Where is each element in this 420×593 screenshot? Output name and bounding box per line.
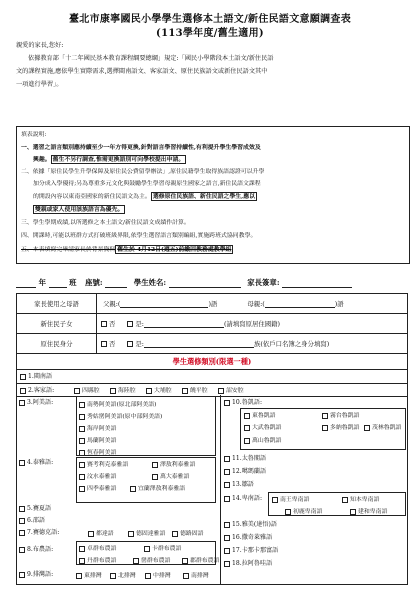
greeting: 親愛的家長,您好: — [16, 42, 64, 49]
rukai-option-label: 茂林魯凱語 — [372, 425, 402, 431]
category-title-row — [17, 354, 407, 370]
bunun-option-checkbox[interactable] — [79, 558, 85, 564]
puyuma-option-label: 初鹿卑南語 — [293, 509, 323, 515]
column-divider — [220, 395, 221, 585]
checkbox-paiwan[interactable] — [19, 572, 25, 578]
seediq-option-checkbox[interactable] — [172, 531, 178, 537]
page-subtitle: (113學年度/舊生適用) — [156, 28, 264, 39]
amis-option-label: 南勢阿美語(原北部阿美語) — [87, 402, 157, 408]
note-1b: 興趣。 舊生不另行調查,惟需更換語別可向學校提出申請。 — [33, 156, 185, 163]
amis-option-3 — [79, 423, 116, 432]
seediq-option-label: 都達語 — [96, 531, 114, 537]
hakka-option-3 — [146, 385, 172, 394]
hakka-option-label: 詔安腔 — [226, 388, 244, 394]
atayal-option-checkbox[interactable] — [152, 474, 158, 480]
puyuma-option-1 — [272, 494, 309, 503]
seediq-option-3 — [172, 528, 204, 537]
bunun-option-1 — [79, 543, 116, 552]
aboriginal-row: 原住民身分 否 是: 族(依戶口名簿之身分填寫) — [17, 334, 407, 354]
atayal-option-6 — [130, 483, 185, 492]
amis-option-label: 秀姑巒阿美語(原中部阿美語) — [87, 414, 163, 420]
atayal-option-2 — [152, 459, 195, 468]
atayal-option-label: 宜蘭澤敖利泰雅語 — [138, 486, 186, 492]
seediq-option-label: 德固達雅語 — [136, 531, 166, 537]
checkbox-bunun[interactable] — [19, 547, 25, 553]
checkbox-puyuma[interactable] — [224, 496, 230, 502]
atayal-option-label: 澤敖利泰雅語 — [160, 462, 196, 468]
atayal-option-checkbox[interactable] — [79, 474, 85, 480]
puyuma-option-checkbox[interactable] — [350, 509, 356, 515]
paiwan-option-label: 北排灣 — [118, 573, 136, 579]
seediq-option-2 — [128, 528, 165, 537]
checkbox-atayal[interactable] — [19, 460, 25, 466]
amis-option-1 — [79, 399, 156, 408]
paiwan-option-checkbox[interactable] — [76, 573, 82, 579]
paiwan-option-checkbox[interactable] — [110, 573, 116, 579]
note-2e: 雙親或家人使用該族語言為優先。 — [35, 206, 124, 213]
bunun-option-label: 郡群布農語 — [190, 558, 220, 564]
letter-line-1: 依據教育部「十二年國民基本教育課程綱要總綱」規定:「國民小學階段本土語文/新住民語 — [28, 55, 274, 62]
new-resident-yes-checkbox[interactable] — [127, 321, 133, 327]
amis-option-label: 海岸阿美語 — [87, 426, 117, 432]
rukai-option-checkbox[interactable] — [322, 413, 328, 419]
hakka-option-label: 海陸腔 — [118, 388, 136, 394]
checkbox-minnan[interactable] — [20, 374, 26, 380]
paiwan-option-3 — [145, 570, 171, 579]
rukai-option-label: 大武魯凱語 — [252, 425, 282, 431]
puyuma-option-checkbox[interactable] — [285, 509, 291, 515]
aboriginal-yes-checkbox[interactable] — [127, 341, 133, 347]
rukai-option-label: 多納魯凱語 — [330, 425, 360, 431]
hakka-option-checkbox[interactable] — [182, 388, 188, 394]
signature-line: 年 班 座號: 學生姓名: 家長簽章: — [16, 277, 408, 288]
hakka-option-checkbox[interactable] — [218, 388, 224, 394]
bunun-option-checkbox[interactable] — [144, 546, 150, 552]
hakka-option-label: 饒平腔 — [190, 388, 208, 394]
atayal-option-4 — [152, 471, 189, 480]
note-2c: 的開設內容以東南亞國家的新住民語文為主。 選修原住民族語、新住民語之學生,應以 — [33, 193, 256, 200]
parent-signature-field[interactable] — [282, 279, 352, 288]
atayal-option-label: 賽考利克泰雅語 — [87, 462, 129, 468]
amis-option-checkbox[interactable] — [79, 426, 85, 432]
amis-option-4 — [79, 435, 116, 444]
paiwan-option-label: 南排灣 — [191, 573, 209, 579]
seediq-option-checkbox[interactable] — [88, 531, 94, 537]
paiwan-option-checkbox[interactable] — [145, 573, 151, 579]
checkbox-kavalan[interactable] — [224, 469, 230, 475]
checkbox-rukai[interactable] — [224, 400, 230, 406]
note-1-highlight: 舊生不另行調查,惟需更換語別可向學校提出申請。 — [52, 156, 185, 163]
amis-option-checkbox[interactable] — [79, 438, 85, 444]
bunun-option-label: 卡群布農語 — [152, 546, 182, 552]
seediq-option-1 — [88, 528, 114, 537]
student-name-field[interactable] — [169, 279, 241, 288]
hakka-option-2 — [110, 385, 136, 394]
puyuma-option-4 — [350, 506, 387, 515]
rukai-option-checkbox[interactable] — [322, 425, 328, 431]
atayal-option-checkbox[interactable] — [79, 486, 85, 492]
bunun-option-checkbox[interactable] — [133, 558, 139, 564]
seat-field[interactable] — [105, 279, 127, 288]
bunun-option-checkbox[interactable] — [182, 558, 188, 564]
note-4: 四、開課時,可能以班群方式打破班級界限,依學生選習語言類別編組,實施跨班式協同教學。 — [21, 233, 257, 239]
paiwan-option-2 — [110, 570, 136, 579]
checkbox-sakizaya[interactable] — [224, 535, 230, 541]
atayal-option-1 — [79, 459, 128, 468]
paiwan-option-4 — [183, 570, 209, 579]
atayal-option-label: 萬大泰雅語 — [160, 474, 190, 480]
checkbox-tsou[interactable] — [224, 482, 230, 488]
hakka-option-label: 四縣腔 — [82, 388, 100, 394]
letter-line-2: 文的課程實施,應依學生實際需求,選擇閩南語文、客家語文、原住民族語文或新住民語文其中 — [16, 68, 268, 75]
seediq-option-checkbox[interactable] — [128, 531, 134, 537]
paiwan-option-checkbox[interactable] — [183, 573, 189, 579]
letter-line-3: 一項進行學習」。 — [16, 81, 63, 88]
rukai-option-checkbox[interactable] — [244, 438, 250, 444]
puyuma-option-label: 建和卑南語 — [358, 509, 388, 515]
atayal-option-label: 汶水泰雅語 — [87, 474, 117, 480]
page-title: 臺北市康寧國民小學學生選修本土語文/新住民語文意願調查表 — [68, 14, 352, 25]
puyuma-option-label: 南王卑南語 — [280, 497, 310, 503]
bunun-option-label: 卓群布農語 — [87, 546, 117, 552]
rukai-option-1 — [244, 410, 276, 419]
hakka-option-label: 大埔腔 — [154, 388, 172, 394]
bunun-option-3 — [79, 555, 116, 564]
bunun-option-2 — [144, 543, 181, 552]
mother-language-field[interactable] — [265, 300, 335, 308]
aboriginal-no-checkbox[interactable] — [101, 341, 107, 347]
rukai-option-checkbox[interactable] — [244, 425, 250, 431]
bunun-option-5 — [182, 555, 219, 564]
rukai-option-label: 萬山魯凱語 — [252, 438, 282, 444]
nationality-field[interactable] — [144, 320, 224, 328]
home-language-row: 家長使用之母語 父親:( )語 母親:( )語 — [17, 294, 407, 314]
checkbox-saisiyat[interactable] — [19, 506, 25, 512]
bunun-option-label: 丹群布農語 — [87, 558, 117, 564]
rukai-option-checkbox[interactable] — [364, 425, 370, 431]
class-field[interactable] — [49, 279, 67, 288]
father-language-field[interactable] — [120, 300, 208, 308]
atayal-option-5 — [79, 483, 116, 492]
bunun-option-label: 巒群布農語 — [141, 558, 171, 564]
seediq-option-label: 德路固語 — [180, 531, 204, 537]
puyuma-option-label: 知本卑南語 — [350, 497, 380, 503]
amis-option-checkbox[interactable] — [79, 414, 85, 420]
puyuma-option-checkbox[interactable] — [342, 497, 348, 503]
amis-option-2 — [79, 411, 162, 420]
survey-page: 臺北市康寧國民小學學生選修本土語文/新住民語文意願調查表 (113學年度/舊生適用) 親愛的家長,您好: 依據教育部「十二年國民基本教育課程綱要總綱」規定:「國民小學階段本土語文/新住民語 文的課程實施,應依學生實際需求,選擇閩南語文、客家語文、原住民族語文或新住民語文其中 一項進行學習」。 填表說明: 一、選習之語言類別應持續至少一年方得更換,針對語言學習持續性,有利提升學生學習成效及 興趣。 舊生不另行調查,惟需更換語別可向學校提出申請。 二、依據「原住民學生升學保障及原住民公費留學辦法」,原住民籍學生取得族語認證可以升學 加分成入學優待;另為尊重多元文化與鼓勵學生學習母親原生國家之語言,新住民語文課程 的開設內容以東南亞國家的新住民語文為主。 選修原住民族語、新住民語之學生,應以 雙親或家人使用該族語言為優先。 三、學生學期成績,以所選修之本土語文/新住民語文成績作計算。 四、開課時,可能以班群方式打破班級界限,依學生選習語言類別編組,實施跨班式協同教學。 五、本表填寫完畢請家長於背景資料 舊生於 4月12日(週五)前繳回教務處教學組 年 班 座號: 學生姓名: 家長簽章: 家長使用之母語 父親:( )語 母親:( )語 新住民子女 否 是: (請填寫原居住國籍) 原住民身分 否 是: 族(依戶口名簿之身分填寫) 學生選修類別(限選一種) 1.閩南語 2.客家語: 3.阿美語: 4.泰雅語: 5.賽夏語 6.邵語 7.賽德克語: 8.布農語: 9.排灣語: 10.魯凱語: 11.太魯閣語 12.噶瑪蘭語 13.鄒語 14.卑南語: 15.雅美(達悟)語 16.撒奇萊雅語 17.卡那卡那富語 18.拉阿魯哇語 四縣腔 海陸腔 大埔腔 饒平腔 詔安腔 南勢阿美語(原北部阿美語) 秀姑巒阿美語(原中部阿美語) 海岸阿美語 馬蘭阿美語 恆春阿美語 賽考利克泰雅語 澤敖利泰雅語 汶水泰雅語 萬大泰雅語 四季泰雅語 宜蘭澤敖利泰雅語 都達語 德固達雅語 德路固語 卓群布農語 卡群布農語 丹群布農語 巒群布農語 郡群布農語 東排灣 北排灣 中排灣 南排灣 東魯凱語 霧台魯凱語 大武魯凱語 多納魯凱語 茂林魯凱語 萬山魯凱語 南王卑南語 知本卑南語 初鹿卑南語 建和卑南語 — [0, 0, 420, 593]
rukai-option-5 — [364, 422, 401, 431]
category-title: 學生選修類別(限選一種) — [172, 357, 252, 366]
row-hakka: 2.客家語: — [17, 384, 407, 397]
hakka-option-checkbox[interactable] — [146, 388, 152, 394]
checkbox-hakka[interactable] — [20, 388, 26, 394]
note-2b: 加分成入學優待;另為尊重多元文化與鼓勵學生學習母親原生國家之語言,新住民語文課程 — [33, 181, 261, 187]
new-resident-row: 新住民子女 否 是: (請填寫原居住國籍) — [17, 314, 407, 334]
atayal-option-3 — [79, 471, 116, 480]
rukai-option-3 — [244, 422, 281, 431]
rukai-option-label: 霧台魯凱語 — [330, 413, 360, 419]
rukai-option-checkbox[interactable] — [244, 413, 250, 419]
puyuma-option-2 — [342, 494, 379, 503]
checkbox-yami[interactable] — [224, 522, 230, 528]
note-1a: 一、選習之語言類別應持續至少一年方得更換,針對語言學習持續性,有利提升學生學習成效及 — [21, 144, 261, 151]
atayal-option-label: 四季泰雅語 — [87, 486, 117, 492]
rukai-option-6 — [244, 435, 281, 444]
paiwan-option-1 — [76, 570, 102, 579]
checkbox-kanakanavu[interactable] — [224, 548, 230, 554]
rukai-option-2 — [322, 410, 359, 419]
hakka-option-checkbox[interactable] — [74, 388, 80, 394]
instructions-heading: 填表說明: — [21, 132, 47, 138]
paiwan-option-label: 東排灣 — [84, 573, 102, 579]
note-2-highlight: 選修原住民族語、新住民語之學生,應以 — [152, 193, 256, 200]
year-field[interactable] — [16, 279, 36, 288]
note-2a: 二、依據「原住民學生升學保障及原住民公費留學辦法」,原住民籍學生取得族語認證可以升學 — [21, 169, 265, 175]
puyuma-option-checkbox[interactable] — [272, 497, 278, 503]
checkbox-saaroa[interactable] — [224, 561, 230, 567]
note-5: 五、本表填寫完畢請家長於背景資料 舊生於 4月12日(週五)前繳回教務處教學組 — [21, 246, 232, 253]
checkbox-thao[interactable] — [19, 518, 25, 524]
new-resident-no-checkbox[interactable] — [101, 321, 107, 327]
amis-option-5 — [79, 447, 116, 456]
checkbox-truku[interactable] — [224, 456, 230, 462]
hakka-option-5 — [218, 385, 244, 394]
note-3: 三、學生學期成績,以所選修之本土語文/新住民語文成績作計算。 — [21, 220, 190, 226]
amis-option-checkbox[interactable] — [79, 450, 85, 456]
hakka-option-checkbox[interactable] — [110, 388, 116, 394]
row-minnan: 1.閩南語 — [17, 370, 407, 384]
atayal-option-checkbox[interactable] — [130, 486, 136, 492]
tribe-field[interactable] — [144, 340, 254, 348]
bunun-option-checkbox[interactable] — [79, 546, 85, 552]
paiwan-option-label: 中排灣 — [153, 573, 171, 579]
atayal-option-checkbox[interactable] — [152, 462, 158, 468]
hakka-option-1 — [74, 385, 100, 394]
rukai-option-4 — [322, 422, 359, 431]
amis-option-label: 馬蘭阿美語 — [87, 438, 117, 444]
instructions-box — [16, 126, 410, 264]
hakka-option-4 — [182, 385, 208, 394]
checkbox-seediq[interactable] — [19, 530, 25, 536]
bunun-option-4 — [133, 555, 170, 564]
checkbox-amis[interactable] — [19, 400, 25, 406]
rukai-option-label: 東魯凱語 — [252, 413, 276, 419]
amis-option-label: 恆春阿美語 — [87, 450, 117, 456]
amis-option-checkbox[interactable] — [79, 402, 85, 408]
atayal-option-checkbox[interactable] — [79, 462, 85, 468]
puyuma-option-3 — [285, 506, 322, 515]
